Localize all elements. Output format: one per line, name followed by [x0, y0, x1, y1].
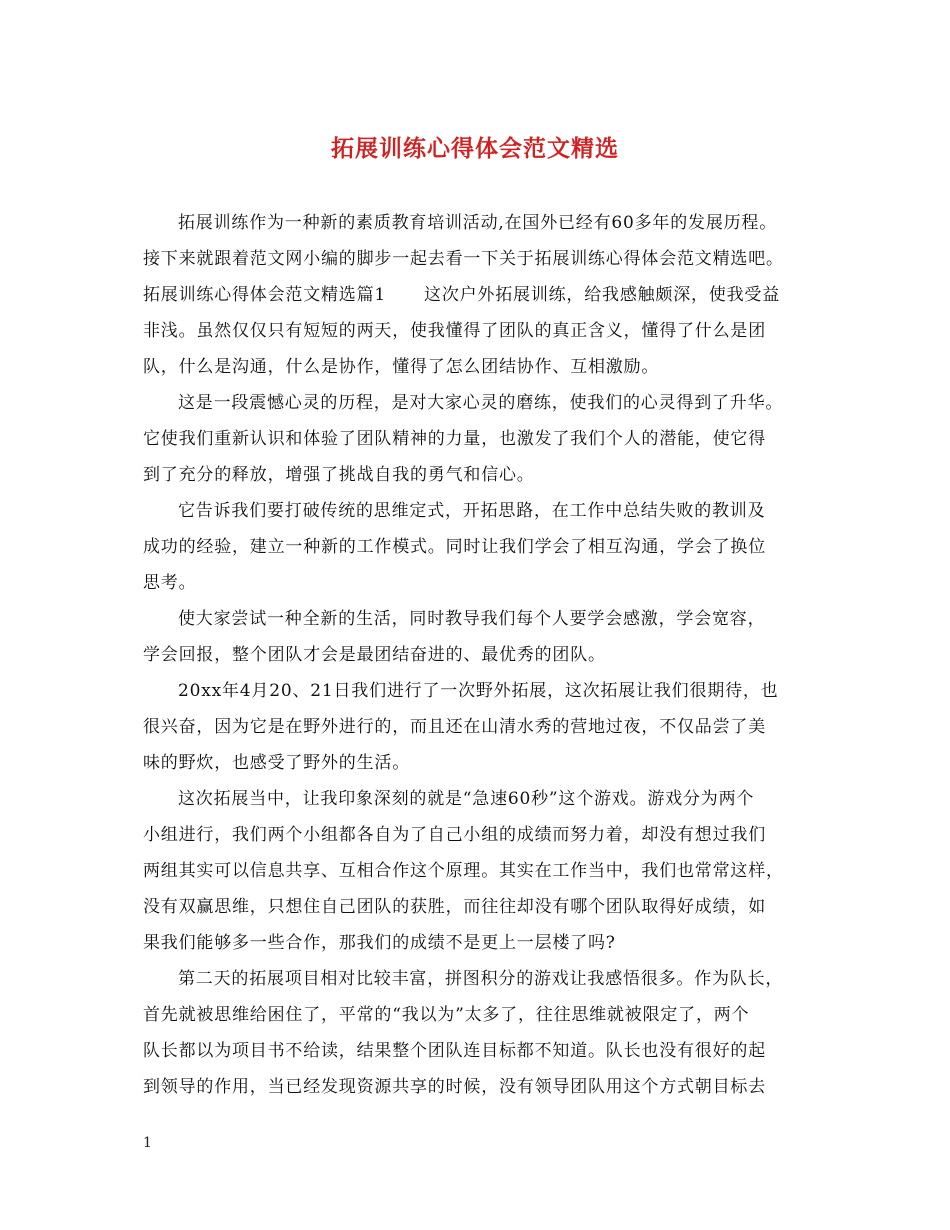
paragraph-line: 学会回报，整个团队才会是最团结奋进的、最优秀的团队。 [143, 645, 606, 665]
paragraph-line: 两组其实可以信息共享、互相合作这个原理。其实在工作当中，我们也常常这样， [143, 861, 784, 881]
paragraph-line: 没有双赢思维，只想住自己团队的获胜，而往往却没有哪个团队取得好成绩，如 [143, 897, 766, 917]
paragraph-line: 使大家尝试一种全新的生活，同时教导我们每个人要学会感激，学会宽容， [178, 609, 766, 629]
paragraph-line: 成功的经验，建立一种新的工作模式。同时让我们学会了相互沟通，学会了换位 [143, 537, 766, 557]
paragraph-line: 20xx年4月20、21日我们进行了一次野外拓展，这次拓展让我们很期待，也 [178, 681, 779, 701]
paragraph-line: 队，什么是沟通，什么是协作，懂得了怎么团结协作、互相激励。 [143, 357, 660, 377]
paragraph-line: 非浅。虽然仅仅只有短短的两天，使我懂得了团队的真正含义，懂得了什么是团 [143, 321, 766, 341]
section-heading: 拓展训练心得体会范文精选篇1 [143, 285, 387, 305]
page-number: 1 [143, 1135, 152, 1151]
paragraph-line: 果我们能够多一些合作，那我们的成绩不是更上一层楼了吗? [143, 933, 616, 953]
paragraph-line: 接下来就跟着范文网小编的脚步一起去看一下关于拓展训练心得体会范文精选吧。 [143, 249, 784, 269]
paragraph-line: 到领导的作用，当已经发现资源共享的时候，没有领导团队用这个方式朝目标去 [143, 1077, 766, 1097]
paragraph-line [143, 277, 815, 313]
page-title: 拓展训练心得体会范文精选 [331, 135, 619, 162]
paragraph-line: 队长都以为项目书不给读，结果整个团队连目标都不知道。队长也没有很好的起 [143, 1041, 766, 1061]
paragraph-line: 小组进行，我们两个小组都各自为了自己小组的成绩而努力着，却没有想过我们 [143, 825, 766, 845]
paragraph-line: 味的野炊，也感受了野外的生活。 [143, 753, 410, 773]
paragraph-line: 第二天的拓展项目相对比较丰富，拼图积分的游戏让我感悟很多。作为队长， [178, 969, 784, 989]
paragraph-line: 首先就被思维给困住了，平常的“我以为”太多了，往往思维就被限定了，两个 [143, 1005, 750, 1025]
paragraph-line: 很兴奋，因为它是在野外进行的，而且还在山清水秀的营地过夜，不仅品尝了美 [143, 717, 766, 737]
paragraph-line: 思考。 [143, 573, 197, 593]
paragraph-line: 到了充分的释放，增强了挑战自我的勇气和信心。 [143, 465, 535, 485]
paragraph-line: 它使我们重新认识和体验了团队精神的力量，也激发了我们个人的潜能，使它得 [143, 429, 766, 449]
paragraph-line: 拓展训练作为一种新的素质教育培训活动,在国外已经有60多年的发展历程。 [178, 213, 778, 233]
paragraph-line: 这次拓展当中，让我印象深刻的就是“急速60秒”这个游戏。游戏分为两个 [178, 789, 755, 809]
paragraph-line: 这是一段震憾心灵的历程，是对大家心灵的磨练，使我们的心灵得到了升华。 [178, 393, 784, 413]
paragraph-line: 它告诉我们要打破传统的思维定式，开拓思路，在工作中总结失败的教训及 [178, 501, 766, 521]
document-body [143, 205, 815, 1105]
paragraph-text: 这次户外拓展训练，给我感触颇深，使我受益 [424, 285, 781, 305]
